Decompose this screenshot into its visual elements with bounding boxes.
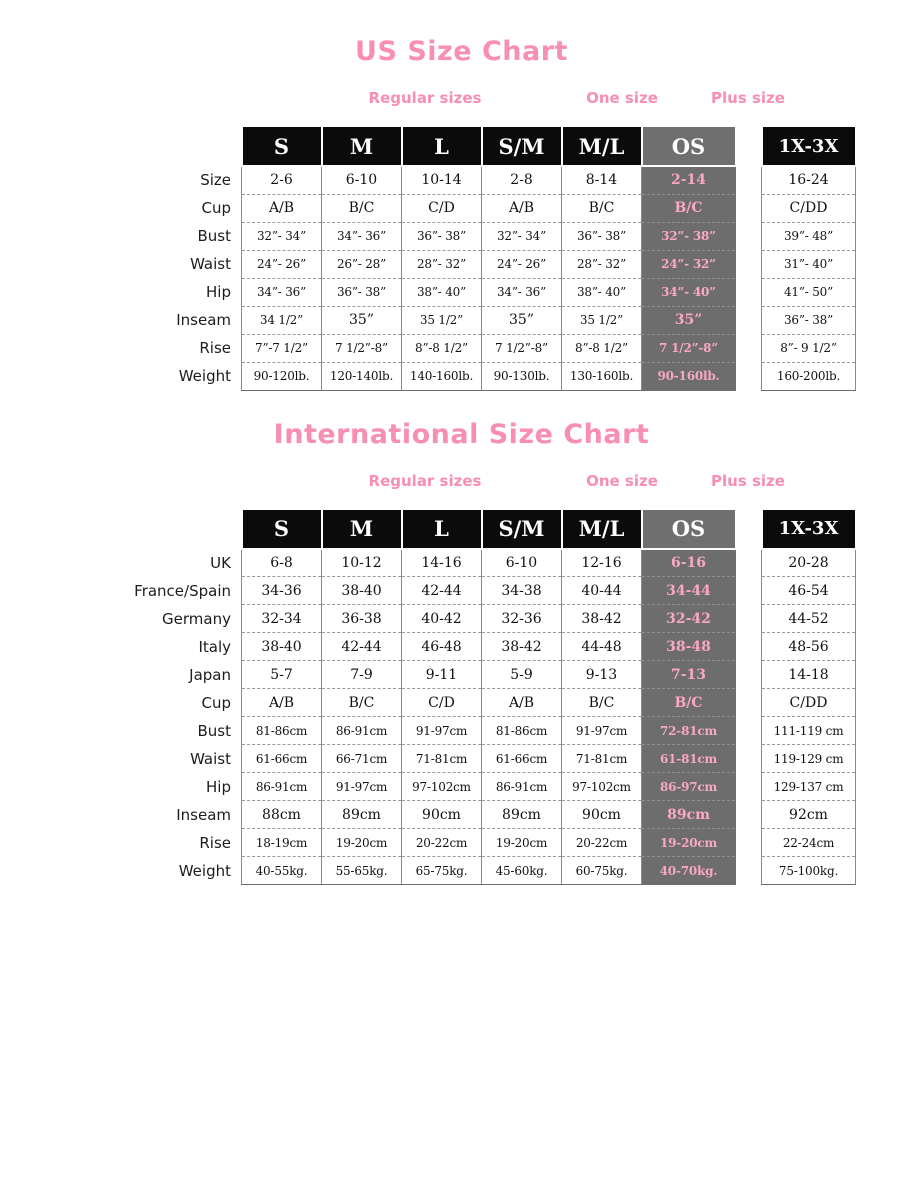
column-gap	[736, 801, 762, 829]
cell-italy-os: 38-48	[642, 633, 736, 661]
cell-uk-ml: 12-16	[562, 549, 642, 577]
cell-weight-l: 65-75kg.	[402, 857, 482, 885]
international-size-chart-section	[0, 391, 923, 904]
cell-bust-sm: 32”- 34”	[482, 222, 562, 250]
cell-waist-plus: 119-129 cm	[762, 745, 856, 773]
cell-weight-os: 40-70kg.	[642, 857, 736, 885]
cell-waist-m: 66-71cm	[322, 745, 402, 773]
cell-inseam-s: 34 1/2”	[242, 306, 322, 334]
cell-inseam-ml: 35 1/2”	[562, 306, 642, 334]
cell-germany-l: 40-42	[402, 605, 482, 633]
cell-weight-ml: 60-75kg.	[562, 857, 642, 885]
cell-size-os: 2-14	[642, 166, 736, 194]
cell-hip-l: 38”- 40”	[402, 278, 482, 306]
row-label-hip: Hip	[67, 278, 242, 306]
cell-bust-plus: 111-119 cm	[762, 717, 856, 745]
cell-inseam-sm: 35”	[482, 306, 562, 334]
table-row	[67, 829, 856, 857]
cell-rise-plus: 22-24cm	[762, 829, 856, 857]
row-label-waist: Waist	[67, 745, 242, 773]
cell-size-s: 2-6	[242, 166, 322, 194]
group-label-one-size: One size	[586, 471, 658, 490]
cell-bust-ml: 91-97cm	[562, 717, 642, 745]
table-row	[67, 857, 856, 885]
row-label-cup: Cup	[67, 194, 242, 222]
column-header-os: OS	[642, 126, 736, 166]
column-gap	[736, 829, 762, 857]
column-header-m: M	[322, 126, 402, 166]
cell-rise-os: 7 1/2”-8”	[642, 334, 736, 362]
column-header-os: OS	[642, 509, 736, 549]
table-row	[67, 633, 856, 661]
cell-inseam-m: 35”	[322, 306, 402, 334]
cell-hip-s: 86-91cm	[242, 773, 322, 801]
cell-rise-s: 7”-7 1/2”	[242, 334, 322, 362]
cell-rise-plus: 8”- 9 1/2”	[762, 334, 856, 362]
cell-inseam-plus: 36”- 38”	[762, 306, 856, 334]
cell-inseam-plus: 92cm	[762, 801, 856, 829]
cell-waist-sm: 61-66cm	[482, 745, 562, 773]
column-header-l: L	[402, 126, 482, 166]
cell-cup-plus: C/DD	[762, 689, 856, 717]
cell-germany-plus: 44-52	[762, 605, 856, 633]
cell-cup-os: B/C	[642, 194, 736, 222]
cell-weight-plus: 160-200lb.	[762, 362, 856, 390]
cell-hip-ml: 38”- 40”	[562, 278, 642, 306]
cell-rise-s: 18-19cm	[242, 829, 322, 857]
row-label-hip: Hip	[67, 773, 242, 801]
cell-rise-l: 20-22cm	[402, 829, 482, 857]
cell-japan-l: 9-11	[402, 661, 482, 689]
cell-cup-s: A/B	[242, 689, 322, 717]
cell-weight-l: 140-160lb.	[402, 362, 482, 390]
cell-italy-m: 42-44	[322, 633, 402, 661]
column-header-l: L	[402, 509, 482, 549]
cell-hip-m: 36”- 38”	[322, 278, 402, 306]
cell-japan-plus: 14-18	[762, 661, 856, 689]
cell-cup-ml: B/C	[562, 194, 642, 222]
cell-germany-m: 36-38	[322, 605, 402, 633]
cell-size-m: 6-10	[322, 166, 402, 194]
table-row	[67, 549, 856, 577]
cell-hip-sm: 86-91cm	[482, 773, 562, 801]
column-gap	[736, 194, 762, 222]
row-label-inseam: Inseam	[67, 801, 242, 829]
cell-bust-ml: 36”- 38”	[562, 222, 642, 250]
cell-germany-os: 32-42	[642, 605, 736, 633]
cell-uk-os: 6-16	[642, 549, 736, 577]
cell-uk-m: 10-12	[322, 549, 402, 577]
cell-uk-sm: 6-10	[482, 549, 562, 577]
cell-uk-l: 14-16	[402, 549, 482, 577]
cell-bust-s: 32”- 34”	[242, 222, 322, 250]
column-gap	[736, 605, 762, 633]
cell-inseam-s: 88cm	[242, 801, 322, 829]
cell-cup-os: B/C	[642, 689, 736, 717]
cell-italy-l: 46-48	[402, 633, 482, 661]
table-row	[67, 306, 856, 334]
cell-waist-ml: 28”- 32”	[562, 250, 642, 278]
row-label-france-spain: France/Spain	[67, 577, 242, 605]
column-gap	[736, 717, 762, 745]
table-row	[67, 689, 856, 717]
cell-rise-sm: 7 1/2”-8”	[482, 334, 562, 362]
column-gap	[736, 334, 762, 362]
cell-italy-s: 38-40	[242, 633, 322, 661]
row-label-germany: Germany	[67, 605, 242, 633]
column-gap	[736, 633, 762, 661]
cell-bust-l: 91-97cm	[402, 717, 482, 745]
cell-uk-s: 6-8	[242, 549, 322, 577]
column-gap	[736, 773, 762, 801]
column-header-ml: M/L	[562, 126, 642, 166]
row-label-waist: Waist	[67, 250, 242, 278]
cell-hip-os: 86-97cm	[642, 773, 736, 801]
cell-cup-sm: A/B	[482, 194, 562, 222]
cell-waist-os: 24”- 32”	[642, 250, 736, 278]
us-size-chart-section	[0, 0, 923, 391]
cell-rise-l: 8”-8 1/2”	[402, 334, 482, 362]
cell-cup-m: B/C	[322, 194, 402, 222]
intl-chart-title: International Size Chart	[273, 418, 650, 450]
table-row	[67, 194, 856, 222]
table-row	[67, 334, 856, 362]
cell-bust-l: 36”- 38”	[402, 222, 482, 250]
column-gap	[736, 745, 762, 773]
row-label-rise: Rise	[67, 829, 242, 857]
intl-group-labels	[0, 472, 923, 502]
cell-inseam-sm: 89cm	[482, 801, 562, 829]
cell-weight-s: 90-120lb.	[242, 362, 322, 390]
cell-bust-os: 32”- 38”	[642, 222, 736, 250]
international-size-table	[67, 508, 857, 886]
column-header-plus: 1X-3X	[762, 509, 856, 549]
cell-waist-os: 61-81cm	[642, 745, 736, 773]
cell-waist-ml: 71-81cm	[562, 745, 642, 773]
column-gap	[736, 166, 762, 194]
cell-waist-s: 61-66cm	[242, 745, 322, 773]
cell-france-plus: 46-54	[762, 577, 856, 605]
cell-france-os: 34-44	[642, 577, 736, 605]
column-gap	[736, 126, 762, 166]
table-row	[67, 717, 856, 745]
header-corner-blank	[67, 126, 242, 166]
cell-rise-ml: 8”-8 1/2”	[562, 334, 642, 362]
column-header-s: S	[242, 509, 322, 549]
cell-italy-plus: 48-56	[762, 633, 856, 661]
cell-rise-ml: 20-22cm	[562, 829, 642, 857]
row-label-size: Size	[67, 166, 242, 194]
cell-weight-sm: 45-60kg.	[482, 857, 562, 885]
cell-hip-plus: 41”- 50”	[762, 278, 856, 306]
table-row	[67, 250, 856, 278]
cell-waist-s: 24”- 26”	[242, 250, 322, 278]
table-row	[67, 577, 856, 605]
column-gap	[736, 689, 762, 717]
cell-cup-l: C/D	[402, 194, 482, 222]
cell-rise-m: 7 1/2”-8”	[322, 334, 402, 362]
cell-waist-l: 28”- 32”	[402, 250, 482, 278]
group-label-plus-size: Plus size	[711, 471, 785, 490]
column-header-sm: S/M	[482, 509, 562, 549]
row-label-uk: UK	[67, 549, 242, 577]
column-gap	[736, 362, 762, 390]
column-gap	[736, 549, 762, 577]
cell-france-ml: 40-44	[562, 577, 642, 605]
row-label-japan: Japan	[67, 661, 242, 689]
us-header-row	[67, 126, 856, 166]
cell-cup-ml: B/C	[562, 689, 642, 717]
cell-bust-os: 72-81cm	[642, 717, 736, 745]
cell-bust-plus: 39”- 48”	[762, 222, 856, 250]
cell-cup-sm: A/B	[482, 689, 562, 717]
group-label-plus-size: Plus size	[711, 89, 785, 107]
row-label-weight: Weight	[67, 857, 242, 885]
column-gap	[736, 857, 762, 885]
cell-japan-sm: 5-9	[482, 661, 562, 689]
group-label-regular: Regular sizes	[368, 471, 482, 490]
group-label-one-size: One size	[586, 89, 658, 107]
column-header-ml: M/L	[562, 509, 642, 549]
cell-cup-plus: C/DD	[762, 194, 856, 222]
cell-waist-m: 26”- 28”	[322, 250, 402, 278]
cell-weight-sm: 90-130lb.	[482, 362, 562, 390]
cell-japan-os: 7-13	[642, 661, 736, 689]
cell-weight-m: 55-65kg.	[322, 857, 402, 885]
table-row	[67, 166, 856, 194]
table-row	[67, 745, 856, 773]
cell-inseam-ml: 90cm	[562, 801, 642, 829]
table-row	[67, 278, 856, 306]
cell-cup-m: B/C	[322, 689, 402, 717]
us-group-labels	[0, 89, 923, 119]
group-label-regular: Regular sizes	[368, 89, 482, 107]
cell-rise-sm: 19-20cm	[482, 829, 562, 857]
cell-waist-plus: 31”- 40”	[762, 250, 856, 278]
cell-cup-l: C/D	[402, 689, 482, 717]
us-chart-title: US Size Chart	[355, 36, 568, 67]
cell-france-l: 42-44	[402, 577, 482, 605]
cell-bust-s: 81-86cm	[242, 717, 322, 745]
table-row	[67, 773, 856, 801]
cell-hip-l: 97-102cm	[402, 773, 482, 801]
cell-bust-m: 86-91cm	[322, 717, 402, 745]
cell-size-plus: 16-24	[762, 166, 856, 194]
cell-waist-l: 71-81cm	[402, 745, 482, 773]
column-gap	[736, 222, 762, 250]
cell-weight-m: 120-140lb.	[322, 362, 402, 390]
cell-hip-m: 91-97cm	[322, 773, 402, 801]
cell-weight-plus: 75-100kg.	[762, 857, 856, 885]
cell-japan-s: 5-7	[242, 661, 322, 689]
cell-cup-s: A/B	[242, 194, 322, 222]
cell-waist-sm: 24”- 26”	[482, 250, 562, 278]
cell-hip-plus: 129-137 cm	[762, 773, 856, 801]
column-header-plus: 1X-3X	[762, 126, 856, 166]
column-gap	[736, 509, 762, 549]
header-corner-blank	[67, 509, 242, 549]
intl-header-row	[67, 509, 856, 549]
cell-germany-s: 32-34	[242, 605, 322, 633]
cell-size-sm: 2-8	[482, 166, 562, 194]
row-label-inseam: Inseam	[67, 306, 242, 334]
cell-size-l: 10-14	[402, 166, 482, 194]
cell-hip-s: 34”- 36”	[242, 278, 322, 306]
row-label-cup: Cup	[67, 689, 242, 717]
cell-germany-ml: 38-42	[562, 605, 642, 633]
cell-inseam-os: 89cm	[642, 801, 736, 829]
cell-japan-ml: 9-13	[562, 661, 642, 689]
bottom-spacer	[0, 885, 923, 903]
cell-hip-os: 34”- 40”	[642, 278, 736, 306]
column-gap	[736, 577, 762, 605]
cell-italy-sm: 38-42	[482, 633, 562, 661]
cell-inseam-l: 35 1/2”	[402, 306, 482, 334]
cell-inseam-l: 90cm	[402, 801, 482, 829]
cell-italy-ml: 44-48	[562, 633, 642, 661]
table-row	[67, 362, 856, 390]
column-gap	[736, 278, 762, 306]
cell-rise-os: 19-20cm	[642, 829, 736, 857]
row-label-rise: Rise	[67, 334, 242, 362]
column-gap	[736, 661, 762, 689]
cell-bust-sm: 81-86cm	[482, 717, 562, 745]
cell-weight-ml: 130-160lb.	[562, 362, 642, 390]
cell-france-sm: 34-38	[482, 577, 562, 605]
column-header-sm: S/M	[482, 126, 562, 166]
cell-bust-m: 34”- 36”	[322, 222, 402, 250]
cell-inseam-m: 89cm	[322, 801, 402, 829]
cell-weight-s: 40-55kg.	[242, 857, 322, 885]
cell-inseam-os: 35”	[642, 306, 736, 334]
column-gap	[736, 250, 762, 278]
table-row	[67, 605, 856, 633]
cell-hip-ml: 97-102cm	[562, 773, 642, 801]
us-size-table	[67, 125, 857, 391]
cell-hip-sm: 34”- 36”	[482, 278, 562, 306]
column-header-m: M	[322, 509, 402, 549]
cell-france-s: 34-36	[242, 577, 322, 605]
cell-germany-sm: 32-36	[482, 605, 562, 633]
table-row	[67, 801, 856, 829]
table-row	[67, 661, 856, 689]
table-row	[67, 222, 856, 250]
cell-rise-m: 19-20cm	[322, 829, 402, 857]
column-gap	[736, 306, 762, 334]
cell-size-ml: 8-14	[562, 166, 642, 194]
row-label-bust: Bust	[67, 717, 242, 745]
row-label-bust: Bust	[67, 222, 242, 250]
column-header-s: S	[242, 126, 322, 166]
cell-japan-m: 7-9	[322, 661, 402, 689]
cell-weight-os: 90-160lb.	[642, 362, 736, 390]
row-label-weight: Weight	[67, 362, 242, 390]
cell-france-m: 38-40	[322, 577, 402, 605]
row-label-italy: Italy	[67, 633, 242, 661]
cell-uk-plus: 20-28	[762, 549, 856, 577]
